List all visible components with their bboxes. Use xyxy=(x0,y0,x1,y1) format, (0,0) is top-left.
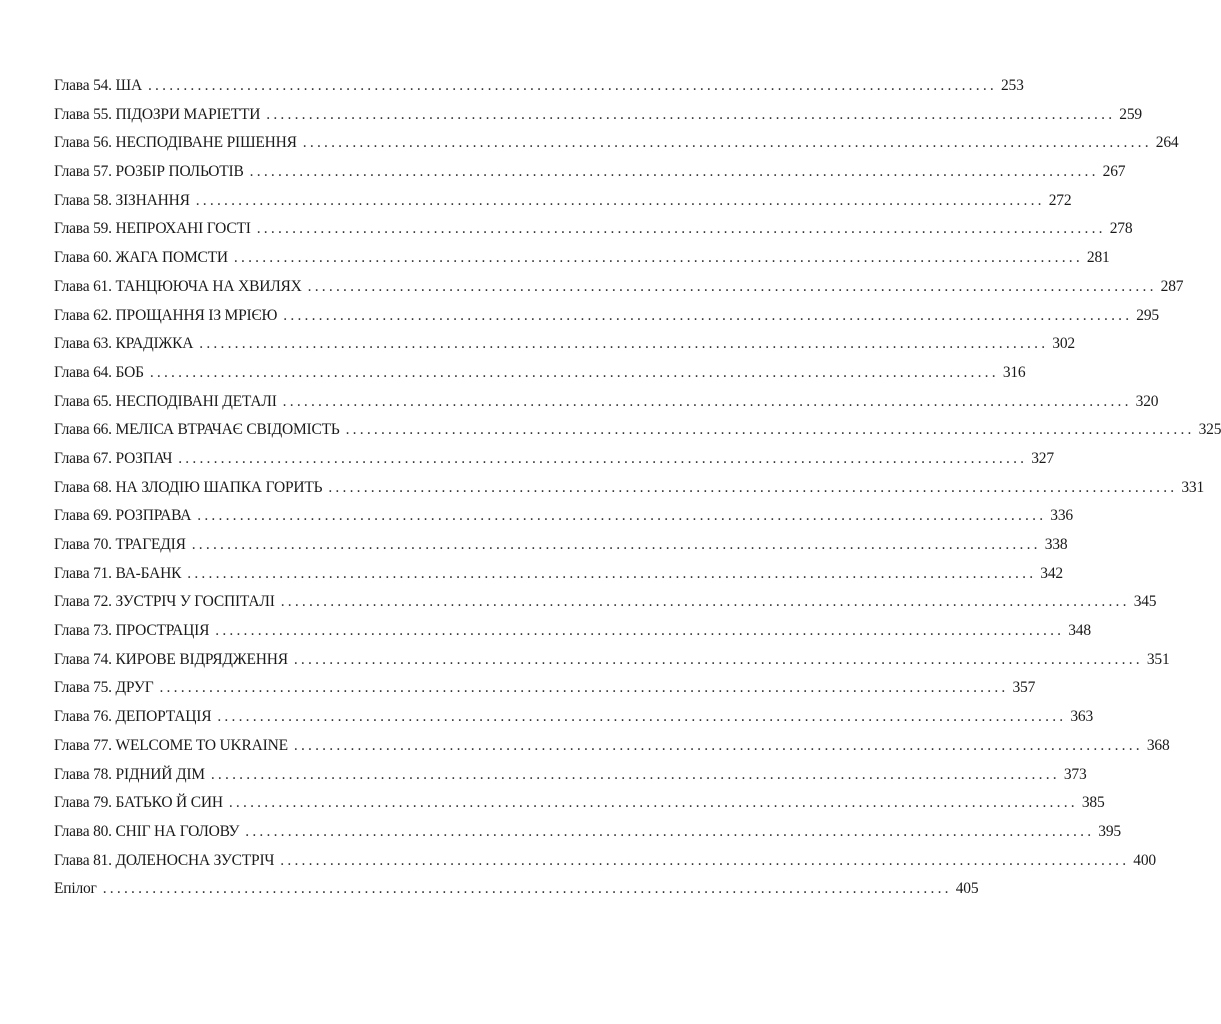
toc-entry-page: 267 xyxy=(1102,163,1126,181)
toc-leader-dots: ........................................................................................................................ xyxy=(191,536,1041,553)
toc-entry-title: Глава 81. ДОЛЕНОСНА ЗУСТРІЧ xyxy=(54,851,275,869)
toc-entry[interactable] xyxy=(54,330,1075,359)
toc-entry-title: Глава 61. ТАНЦЮЮЧА НА ХВИЛЯХ xyxy=(54,277,302,295)
toc-entry-page: 302 xyxy=(1052,335,1075,353)
toc-entry-page: 281 xyxy=(1086,249,1110,267)
toc-entry-title: Глава 72. ЗУСТРІЧ У ГОСПІТАЛІ xyxy=(54,593,275,611)
toc-entry-page: 295 xyxy=(1136,306,1159,324)
toc-entry[interactable] xyxy=(54,416,1221,445)
toc-entry-page: 363 xyxy=(1070,708,1094,726)
toc-entry-page: 253 xyxy=(1000,77,1024,94)
toc-entry-page: 357 xyxy=(1012,679,1036,697)
toc-leader-dots: ........................................................................................................................ xyxy=(266,105,1116,123)
toc-entry-title: Глава 66. МЕЛІСА ВТРАЧАЄ СВІДОМІСТЬ xyxy=(54,421,340,439)
toc-entry-title: Епілог xyxy=(54,880,97,898)
toc-entry-page: 348 xyxy=(1068,622,1091,640)
toc-leader-dots: ........................................................................................................................ xyxy=(345,421,1195,439)
toc-entry-page: 385 xyxy=(1081,794,1105,812)
toc-leader-dots: ........................................................................................................................ xyxy=(282,392,1132,410)
toc-entry[interactable] xyxy=(54,244,1110,273)
toc-leader-dots: ........................................................................................................................ xyxy=(280,593,1130,611)
toc-entry-page: 368 xyxy=(1146,736,1170,754)
toc-entry-page: 316 xyxy=(1002,363,1026,381)
toc-leader-dots: ........................................................................................................................ xyxy=(159,679,1009,697)
toc-leader-dots: ........................................................................................................................ xyxy=(228,794,1078,812)
toc-entry-page: 373 xyxy=(1063,765,1087,783)
toc-entry-title: Глава 54. ША xyxy=(54,77,142,94)
toc-entry[interactable] xyxy=(54,531,1068,560)
toc-entry-page: 327 xyxy=(1031,449,1054,467)
toc-entry-title: Глава 64. БОБ xyxy=(54,363,144,381)
toc-entry-page: 405 xyxy=(955,880,979,898)
toc-leader-dots: ........................................................................................................................ xyxy=(307,277,1157,295)
toc-leader-dots: ........................................................................................................................ xyxy=(249,163,1099,181)
toc-entry[interactable] xyxy=(54,761,1087,790)
toc-leader-dots: ........................................................................................................................ xyxy=(217,708,1067,726)
toc-entry-page: 287 xyxy=(1160,277,1184,295)
toc-leader-dots: ........................................................................................................................ xyxy=(149,363,999,381)
toc-entry-page: 278 xyxy=(1109,220,1133,238)
toc-entry[interactable] xyxy=(54,101,1142,130)
toc-leader-dots: ........................................................................................................................ xyxy=(187,564,1037,582)
toc-entry-title: Глава 76. ДЕПОРТАЦІЯ xyxy=(54,708,212,726)
toc-entry-title: Глава 70. ТРАГЕДІЯ xyxy=(54,536,186,553)
toc-entry-title: Глава 59. НЕПРОХАНІ ГОСТІ xyxy=(54,220,251,238)
toc-entry[interactable] xyxy=(54,215,1133,244)
toc-entry[interactable] xyxy=(54,273,1184,302)
toc-entry-title: Глава 55. ПІДОЗРИ МАРІЕТТИ xyxy=(54,105,261,123)
toc-entry-epilogue[interactable] xyxy=(54,875,979,904)
toc-entry-page: 336 xyxy=(1050,507,1073,525)
toc-leader-dots: ........................................................................................................................ xyxy=(233,249,1083,267)
toc-leader-dots: ........................................................................................................................ xyxy=(147,77,997,94)
toc-entry-page: 320 xyxy=(1135,392,1159,410)
toc-entry-title: Глава 57. РОЗБІР ПОЛЬОТІВ xyxy=(54,163,244,181)
toc-entry-title: Глава 56. НЕСПОДІВАНЕ РІШЕННЯ xyxy=(54,134,297,152)
toc-entry-title: Глава 69. РОЗПРАВА xyxy=(54,507,192,525)
toc-entry[interactable] xyxy=(54,588,1157,617)
toc-leader-dots: ........................................................................................................................ xyxy=(199,335,1049,353)
toc-entry-page: 351 xyxy=(1146,650,1170,668)
toc-entry[interactable] xyxy=(54,674,1036,703)
toc-entry[interactable] xyxy=(54,789,1105,818)
toc-entry[interactable] xyxy=(54,617,1091,646)
toc-entry[interactable] xyxy=(54,359,1026,388)
toc-entry-page: 345 xyxy=(1133,593,1157,611)
toc-entry[interactable] xyxy=(54,388,1159,417)
toc-entry-title: Глава 67. РОЗПАЧ xyxy=(54,449,173,467)
toc-entry[interactable] xyxy=(54,818,1121,847)
toc-entry-title: Глава 68. НА ЗЛОДІЮ ШАПКА ГОРИТЬ xyxy=(54,478,323,496)
toc-entry-title: Глава 80. СНІГ НА ГОЛОВУ xyxy=(54,822,240,840)
toc-leader-dots: ........................................................................................................................ xyxy=(280,851,1130,869)
toc-entry-page: 272 xyxy=(1048,191,1072,209)
toc-leader-dots: ........................................................................................................................ xyxy=(102,880,952,898)
toc-entry-page: 342 xyxy=(1040,564,1063,582)
table-of-contents xyxy=(54,72,1221,904)
toc-entry[interactable] xyxy=(54,502,1073,531)
toc-entry-title: Глава 58. ЗІЗНАННЯ xyxy=(54,191,190,209)
toc-entry-page: 400 xyxy=(1133,851,1156,869)
toc-entry[interactable] xyxy=(54,732,1170,761)
toc-entry[interactable] xyxy=(54,847,1156,876)
toc-entry-title: Глава 74. КИРОВЕ ВІДРЯДЖЕННЯ xyxy=(54,650,288,668)
toc-entry[interactable] xyxy=(54,72,1024,101)
toc-entry-page: 264 xyxy=(1155,134,1179,152)
toc-leader-dots: ........................................................................................................................ xyxy=(283,306,1133,324)
toc-entry[interactable] xyxy=(54,703,1094,732)
toc-entry-page: 338 xyxy=(1044,536,1068,553)
toc-entry-page: 331 xyxy=(1181,478,1204,496)
toc-entry-page: 325 xyxy=(1198,421,1221,439)
toc-entry-title: Глава 71. ВА-БАНК xyxy=(54,564,182,582)
toc-leader-dots: ........................................................................................................................ xyxy=(215,622,1065,640)
toc-leader-dots: ........................................................................................................................ xyxy=(210,765,1060,783)
toc-entry-title: Глава 73. ПРОСТРАЦІЯ xyxy=(54,622,210,640)
toc-entry-title: Глава 62. ПРОЩАННЯ ІЗ МРІЄЮ xyxy=(54,306,278,324)
toc-entry[interactable] xyxy=(54,302,1159,331)
toc-entry[interactable] xyxy=(54,646,1170,675)
toc-leader-dots: ........................................................................................................................ xyxy=(256,220,1106,238)
toc-entry-page: 395 xyxy=(1098,822,1121,840)
toc-entry-title: Глава 79. БАТЬКО Й СИН xyxy=(54,794,223,812)
toc-entry-title: Глава 65. НЕСПОДІВАНІ ДЕТАЛІ xyxy=(54,392,277,410)
toc-leader-dots: ........................................................................................................................ xyxy=(302,134,1152,152)
toc-leader-dots: ........................................................................................................................ xyxy=(245,822,1095,840)
toc-entry-page: 259 xyxy=(1119,105,1142,123)
toc-entry-title: Глава 63. КРАДІЖКА xyxy=(54,335,194,353)
toc-entry[interactable] xyxy=(54,445,1054,474)
toc-entry[interactable] xyxy=(54,187,1072,216)
toc-leader-dots: ........................................................................................................................ xyxy=(195,191,1045,209)
toc-entry-title: Глава 75. ДРУГ xyxy=(54,679,154,697)
toc-leader-dots: ........................................................................................................................ xyxy=(178,449,1028,467)
toc-leader-dots: ........................................................................................................................ xyxy=(293,650,1143,668)
toc-leader-dots: ........................................................................................................................ xyxy=(197,507,1047,525)
toc-entry-title: Глава 77. WELCOME TO UKRAINE xyxy=(54,736,288,754)
toc-entry[interactable] xyxy=(54,474,1204,503)
toc-entry[interactable] xyxy=(54,560,1063,589)
toc-entry-title: Глава 60. ЖАГА ПОМСТИ xyxy=(54,249,228,267)
toc-entry[interactable] xyxy=(54,129,1179,158)
toc-entry[interactable] xyxy=(54,158,1126,187)
toc-leader-dots: ........................................................................................................................ xyxy=(328,478,1178,496)
toc-entry-title: Глава 78. РІДНИЙ ДІМ xyxy=(54,765,205,783)
toc-leader-dots: ........................................................................................................................ xyxy=(293,736,1143,754)
